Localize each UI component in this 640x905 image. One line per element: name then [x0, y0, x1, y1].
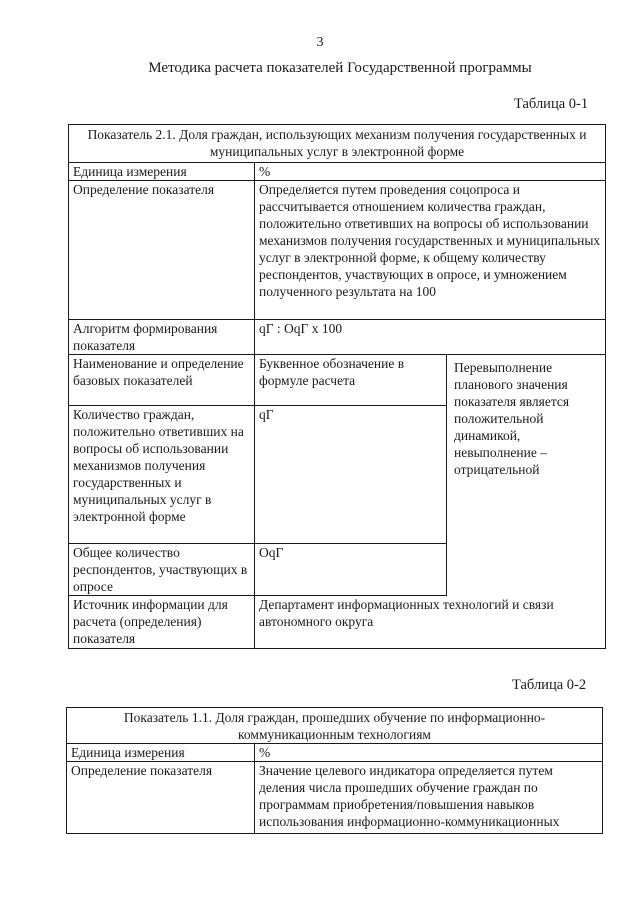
- count-positive-label: Количество граждан, положительно ответивших на вопросы об использовании механизмов получения государственных и муниципальных услуг в электронной форме: [69, 406, 255, 544]
- page-number: 3: [316, 35, 324, 50]
- unit-label-2: Единица измерения: [67, 744, 255, 762]
- unit-value: %: [255, 163, 606, 181]
- document-title: Методика расчета показателей Государственной программы: [148, 60, 532, 76]
- dynamics-note: Перевыполнение планового значения показателя является положительной динамикой, невыполнение – отрицательной: [447, 355, 606, 596]
- table1-header: Показатель 2.1. Доля граждан, использующих механизм получения государственных и муниципальных услуг в электронной форме: [69, 125, 606, 163]
- algorithm-formula: qГ : OqГ x 100: [255, 320, 606, 355]
- algorithm-label: Алгоритм формирования показателя: [69, 320, 255, 355]
- table2-header: Показатель 1.1. Доля граждан, прошедших обучение по информационно-коммуникационным технологиям: [67, 708, 603, 744]
- total-respondents-label: Общее количество респондентов, участвующих в опросе: [69, 544, 255, 596]
- source-label: Источник информации для расчета (определения) показателя: [69, 596, 255, 649]
- unit-label: Единица измерения: [69, 163, 255, 181]
- definition-value: Определяется путем проведения соцопроса и рассчитывается отношением количества граждан, положительно ответивших на вопросы об использовании механизмов получения государственных и муниципальных услуг в электронной форме, к общему количеству респондентов, участвующих в опросе, и умножением полученного результата на 100: [255, 181, 606, 320]
- table-label-2: Таблица 0-2: [512, 677, 587, 693]
- definition-value-2: Значение целевого индикатора определяется путем деления числа прошедших обучение граждан по программам приобретения/повышения навыков использования информационно-коммуникационных: [255, 762, 603, 834]
- source-value: Департамент информационных технологий и связи автономного округа: [255, 596, 606, 649]
- total-respondents-symbol: OqГ: [255, 544, 447, 596]
- definition-label-2: Определение показателя: [67, 762, 255, 834]
- indicator-table-2: [66, 707, 603, 834]
- definition-label: Определение показателя: [69, 181, 255, 320]
- unit-value-2: %: [255, 744, 603, 762]
- table-label-1: Таблица 0-1: [514, 96, 589, 112]
- indicator-table-1: [68, 124, 606, 649]
- base-indicators-label: Наименование и определение базовых показателей: [69, 355, 255, 406]
- letter-designation-header: Буквенное обозначение в формуле расчета: [255, 355, 447, 406]
- count-positive-symbol: qГ: [255, 406, 447, 544]
